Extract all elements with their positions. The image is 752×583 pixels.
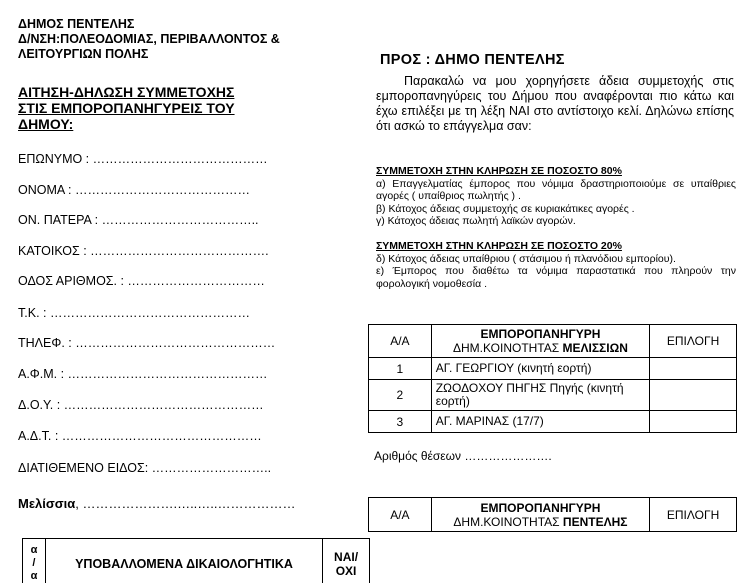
field-tax-office[interactable] bbox=[18, 398, 264, 412]
number-of-seats[interactable]: Αριθμός θέσεων …………………. bbox=[374, 449, 552, 463]
row-aa: 3 bbox=[369, 411, 432, 433]
field-residence-label: ΚΑΤΟΙΚΟΣ : ……………………………………. bbox=[18, 244, 269, 258]
melissia-fairs-table bbox=[368, 324, 737, 433]
col-header-fair-prefix: ΔΗΜ.ΚΟΙΝΟΤΗΤΑΣ bbox=[453, 341, 563, 355]
col-header-aa-l2: / bbox=[32, 557, 36, 569]
field-street-number[interactable] bbox=[18, 274, 265, 288]
field-name-label: ΟΝΟΜΑ : …………………………………… bbox=[18, 183, 250, 197]
field-phone-label: ΤΗΛΕΦ. : ………………………………………… bbox=[18, 336, 276, 350]
header-line-2: Δ/ΝΣΗ:ΠΟΛΕΟΔΟΜΙΑΣ, ΠΕΡΙΒΑΛΛΟΝΤΟΣ & bbox=[18, 32, 280, 46]
col-header-choice: ΕΠΙΛΟΓΗ bbox=[650, 325, 737, 358]
form-title-line-3: ΔΗΜΟΥ: bbox=[18, 116, 74, 132]
field-postal-code[interactable] bbox=[18, 306, 250, 320]
row-aa: 1 bbox=[369, 358, 432, 380]
col-header-fair-line-1: ΕΜΠΟΡΟΠΑΝΗΓΥΡΗ bbox=[480, 327, 601, 341]
col-header-aa-l1: α bbox=[30, 544, 38, 556]
table-header-row bbox=[369, 498, 737, 532]
section-20-title: ΣΥΜΜΕΤΟΧΗ ΣΤΗΝ ΚΛΗΡΩΣΗ ΣΕ ΠΟΣΟΣΤΟ 20% bbox=[376, 240, 622, 252]
col-header-fair-prefix: ΔΗΜ.ΚΟΙΝΟΤΗΤΑΣ bbox=[453, 514, 563, 529]
field-surname-label: ΕΠΩΝΥΜΟ : …………………………………… bbox=[18, 152, 268, 166]
row-fair: ΖΩΟΔΟΧΟΥ ΠΗΓΗΣ Πηγής (κινητή εορτή) bbox=[435, 381, 624, 408]
section-20-percent bbox=[376, 240, 736, 290]
form-title-line-1: ΑΙΤΗΣΗ-ΔΗΛΩΣΗ ΣΥΜΜΕΤΟΧΗΣ bbox=[18, 84, 235, 100]
intro-paragraph bbox=[376, 74, 734, 134]
section-80-item-b: β) Κάτοχος άδειας συμμετοχής σε κυριακάτικες αγορές . bbox=[376, 202, 635, 215]
section-80-item-c: γ) Κάτοχος άδειας πωλητή λαϊκών αγορών. bbox=[376, 215, 576, 227]
signature-place: Μελίσσια bbox=[18, 496, 76, 511]
section-80-title: ΣΥΜΜΕΤΟΧΗ ΣΤΗΝ ΚΛΗΡΩΣΗ ΣΕ ΠΟΣΟΣΤΟ 80% bbox=[376, 165, 622, 177]
field-goods-type-label: ΔΙΑΤΙΘΕΜΕΝΟ ΕΙΔΟΣ: ……………………….. bbox=[18, 461, 272, 475]
col-header-aa bbox=[23, 539, 46, 583]
table-row bbox=[369, 411, 737, 433]
field-father-name-label: ΟΝ. ΠΑΤΕΡΑ : ……………………………….. bbox=[18, 213, 259, 227]
col-header-fair bbox=[431, 498, 649, 532]
row-fair: ΑΓ. ΜΑΡΙΝΑΣ (17/7) bbox=[435, 414, 544, 428]
table-row bbox=[369, 358, 737, 380]
row-choice-cell[interactable] bbox=[650, 358, 737, 380]
section-20-item-d: δ) Κάτοχος άδειας υπαίθριου ( στάσιμου ή πλανόδιου εμπορίου). bbox=[376, 252, 676, 265]
section-80-item-a: α) Επαγγελματίας έμπορος που νόμιμα δραστηριοποιούμε σε υπαίθριες αγορές ( υπαίθριος πωλητής ) . bbox=[376, 177, 736, 202]
penteli-fairs-table bbox=[368, 497, 737, 532]
col-header-choice: ΕΠΙΛΟΓΗ bbox=[650, 498, 737, 532]
row-aa: 2 bbox=[369, 380, 432, 411]
signature-dots: , ………………….…..…..……………… bbox=[75, 496, 296, 511]
table-header-row bbox=[23, 539, 370, 583]
intro-text: Παρακαλώ να μου χορηγήσετε άδεια συμμετοχής στις εμποροπανηγύρεις του Δήμου που αναφέρονται πιο κάτω και έχω επιλέξει με τη λέξη ΝΑΙ στο αντίστοιχο κελί. Δηλώνω επίσης ότι ασκώ το επάγγελμα σαν: bbox=[376, 74, 734, 133]
field-tax-office-label: Δ.Ο.Υ. : ………………………………………… bbox=[18, 398, 264, 412]
row-fair: ΑΓ. ΓΕΩΡΓΙΟΥ (κινητή εορτή) bbox=[435, 361, 592, 375]
field-goods-type[interactable] bbox=[18, 461, 271, 475]
municipality-header bbox=[18, 17, 280, 62]
field-street-number-label: ΟΔΟΣ ΑΡΙΘΜΟΣ. : …………………………… bbox=[18, 274, 265, 288]
field-surname[interactable] bbox=[18, 152, 268, 166]
col-header-documents: ΥΠΟΒΑΛΛΟΜΕΝΑ ΔΙΚΑΙΟΛΟΓΗΤΙΚΑ bbox=[45, 539, 322, 583]
addressee: ΠΡΟΣ : ΔΗΜΟ ΠΕΝΤΕΛΗΣ bbox=[380, 52, 565, 68]
row-choice-cell[interactable] bbox=[650, 411, 737, 433]
field-id-card[interactable] bbox=[18, 429, 262, 443]
form-title-line-2: ΣΤΙΣ ΕΜΠΟΡΟΠΑΝΗΓΥΡΕΙΣ ΤΟΥ bbox=[18, 100, 235, 116]
table-header-row bbox=[369, 325, 737, 358]
field-tax-id-label: Α.Φ.Μ. : ………………………………………… bbox=[18, 367, 268, 381]
form-title bbox=[18, 84, 235, 132]
row-choice-cell[interactable] bbox=[650, 380, 737, 411]
submitted-documents-table bbox=[22, 538, 370, 583]
field-phone[interactable] bbox=[18, 336, 275, 350]
signature-line[interactable] bbox=[18, 496, 296, 511]
col-header-aa: Α/Α bbox=[369, 498, 432, 532]
header-line-3: ΛΕΙΤΟΥΡΓΙΩΝ ΠΟΛΗΣ bbox=[18, 47, 149, 61]
col-header-fair-community: ΠΕΝΤΕΛΗΣ bbox=[562, 514, 628, 529]
header-line-1: ΔΗΜΟΣ ΠΕΝΤΕΛΗΣ bbox=[18, 17, 135, 31]
col-header-yes-no-l1: ΝΑΙ/ bbox=[334, 549, 359, 564]
table-row bbox=[369, 380, 737, 411]
col-header-yes-no bbox=[323, 539, 370, 583]
col-header-fair-line-1: ΕΜΠΟΡΟΠΑΝΗΓΥΡΗ bbox=[480, 500, 601, 515]
section-20-item-e: ε) Έμπορος που διαθέτω τα νόμιμα παραστατικά που πληρούν την φορολογική νομοθεσία . bbox=[376, 265, 736, 290]
col-header-fair-community: ΜΕΛΙΣΣΙΩΝ bbox=[562, 341, 628, 355]
field-residence[interactable] bbox=[18, 244, 269, 258]
col-header-aa: Α/Α bbox=[369, 325, 432, 358]
col-header-yes-no-l2: ΟΧΙ bbox=[335, 563, 357, 578]
col-header-aa-l3: α bbox=[30, 570, 38, 582]
field-postal-code-label: Τ.Κ. : ………………………………………… bbox=[18, 306, 250, 320]
col-header-fair bbox=[431, 325, 649, 358]
field-name[interactable] bbox=[18, 183, 250, 197]
field-id-card-label: Α.Δ.Τ. : ………………………………………… bbox=[18, 429, 262, 443]
field-tax-id[interactable] bbox=[18, 367, 268, 381]
section-80-percent bbox=[376, 165, 736, 228]
field-father-name[interactable] bbox=[18, 213, 259, 227]
